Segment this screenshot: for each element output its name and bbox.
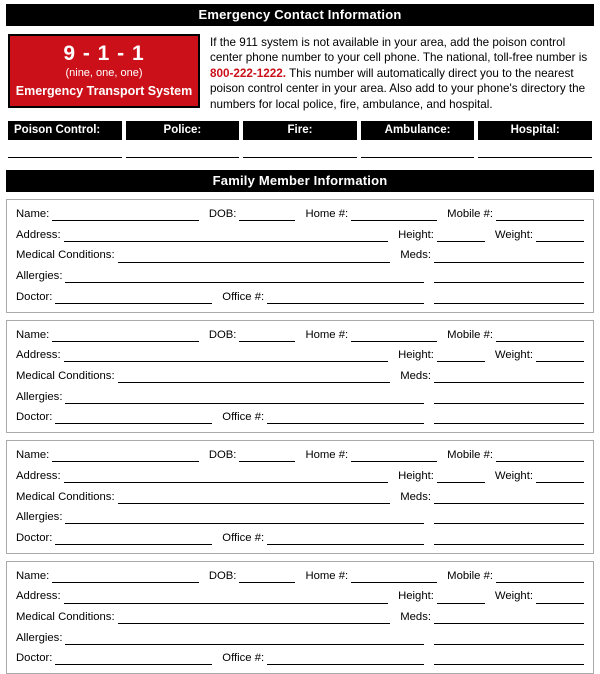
input-office[interactable]	[267, 534, 424, 545]
emergency-section-header: Emergency Contact Information	[6, 4, 594, 26]
label-dob: DOB:	[208, 328, 237, 341]
input-dob[interactable]	[239, 451, 295, 462]
label-weight: Weight:	[494, 228, 533, 241]
label-meds: Meds:	[400, 611, 431, 624]
input-office[interactable]	[267, 293, 424, 304]
input-doctor[interactable]	[55, 534, 212, 545]
member-row-doctor	[16, 531, 584, 545]
input-mobile[interactable]	[496, 331, 584, 342]
family-member-card	[6, 320, 594, 434]
label-height: Height:	[398, 349, 434, 362]
label-name: Name:	[16, 449, 50, 462]
member-row-address	[16, 348, 584, 362]
document-page	[0, 4, 600, 665]
emergency-contact-write-lines	[6, 157, 594, 158]
input-home[interactable]	[351, 572, 437, 583]
label-mobile: Mobile #:	[447, 569, 493, 582]
member-row-address	[16, 589, 584, 603]
label-medical-conditions: Medical Conditions:	[16, 369, 115, 382]
member-row-name	[16, 569, 584, 583]
input-home[interactable]	[351, 210, 437, 221]
label-height: Height:	[398, 469, 434, 482]
member-row-medical	[16, 490, 584, 504]
emergency-intro-row	[6, 34, 594, 112]
member-row-allergies	[16, 631, 584, 645]
input-height[interactable]	[437, 472, 485, 483]
label-home: Home #:	[305, 208, 349, 221]
emergency-contact-label-bar	[6, 121, 594, 140]
label-dob: DOB:	[208, 449, 237, 462]
input-weight[interactable]	[536, 593, 584, 604]
input-address[interactable]	[64, 593, 389, 604]
input-allergies-cont[interactable]	[434, 393, 584, 404]
input-height[interactable]	[437, 593, 485, 604]
input-weight[interactable]	[536, 231, 584, 242]
label-mobile: Mobile #:	[447, 208, 493, 221]
label-mobile: Mobile #:	[447, 449, 493, 462]
input-meds[interactable]	[434, 493, 584, 504]
label-doctor: Doctor:	[16, 652, 53, 665]
input-allergies[interactable]	[65, 272, 424, 283]
label-medical-conditions: Medical Conditions:	[16, 490, 115, 503]
family-member-card	[6, 199, 594, 313]
input-name[interactable]	[52, 572, 199, 583]
label-weight: Weight:	[494, 590, 533, 603]
input-office-cont[interactable]	[434, 534, 584, 545]
contact-line-police[interactable]	[126, 157, 240, 158]
input-address[interactable]	[64, 231, 389, 242]
emergency-911-number: 9 - 1 - 1	[63, 42, 145, 65]
label-address: Address:	[16, 590, 61, 603]
input-allergies-cont[interactable]	[434, 634, 584, 645]
contact-label-hospital: Hospital:	[478, 121, 592, 140]
input-allergies-cont[interactable]	[434, 513, 584, 524]
family-section-header: Family Member Information	[6, 170, 594, 192]
input-allergies-cont[interactable]	[434, 272, 584, 283]
member-row-address	[16, 228, 584, 242]
input-medical-conditions[interactable]	[118, 372, 391, 383]
input-dob[interactable]	[239, 210, 295, 221]
contact-label-police: Police:	[126, 121, 240, 140]
label-office: Office #:	[222, 531, 265, 544]
input-meds[interactable]	[434, 252, 584, 263]
label-allergies: Allergies:	[16, 270, 63, 283]
poison-control-phone: 800-222-1222.	[210, 66, 287, 80]
member-row-name	[16, 328, 584, 342]
label-name: Name:	[16, 328, 50, 341]
label-weight: Weight:	[494, 469, 533, 482]
label-name: Name:	[16, 208, 50, 221]
input-height[interactable]	[437, 231, 485, 242]
member-row-allergies	[16, 510, 584, 524]
input-name[interactable]	[52, 210, 199, 221]
input-mobile[interactable]	[496, 572, 584, 583]
member-row-doctor	[16, 651, 584, 665]
input-name[interactable]	[52, 451, 199, 462]
label-doctor: Doctor:	[16, 411, 53, 424]
label-allergies: Allergies:	[16, 511, 63, 524]
input-mobile[interactable]	[496, 451, 584, 462]
member-row-doctor	[16, 290, 584, 304]
member-row-doctor	[16, 410, 584, 424]
input-doctor[interactable]	[55, 293, 212, 304]
label-allergies: Allergies:	[16, 631, 63, 644]
input-mobile[interactable]	[496, 210, 584, 221]
label-mobile: Mobile #:	[447, 328, 493, 341]
member-row-allergies	[16, 269, 584, 283]
member-row-name	[16, 207, 584, 221]
label-office: Office #:	[222, 411, 265, 424]
member-row-medical	[16, 610, 584, 624]
label-meds: Meds:	[400, 369, 431, 382]
input-allergies[interactable]	[65, 393, 424, 404]
input-allergies[interactable]	[65, 634, 424, 645]
label-medical-conditions: Medical Conditions:	[16, 611, 115, 624]
label-dob: DOB:	[208, 208, 237, 221]
label-name: Name:	[16, 569, 50, 582]
member-row-address	[16, 469, 584, 483]
member-row-name	[16, 448, 584, 462]
label-doctor: Doctor:	[16, 531, 53, 544]
label-weight: Weight:	[494, 349, 533, 362]
label-meds: Meds:	[400, 490, 431, 503]
input-height[interactable]	[437, 351, 485, 362]
input-doctor[interactable]	[55, 654, 212, 665]
input-weight[interactable]	[536, 472, 584, 483]
contact-label-fire: Fire:	[243, 121, 357, 140]
label-address: Address:	[16, 349, 61, 362]
family-member-card	[6, 440, 594, 554]
input-office[interactable]	[267, 654, 424, 665]
input-home[interactable]	[351, 451, 437, 462]
input-allergies[interactable]	[65, 513, 424, 524]
input-weight[interactable]	[536, 351, 584, 362]
label-dob: DOB:	[208, 569, 237, 582]
label-meds: Meds:	[400, 249, 431, 262]
label-height: Height:	[398, 228, 434, 241]
label-medical-conditions: Medical Conditions:	[16, 249, 115, 262]
emergency-911-spelled: (nine, one, one)	[65, 67, 143, 80]
emergency-instructions	[210, 34, 592, 112]
input-address[interactable]	[64, 472, 389, 483]
contact-line-hospital[interactable]	[478, 157, 592, 158]
input-meds[interactable]	[434, 372, 584, 383]
input-home[interactable]	[351, 331, 437, 342]
emergency-instructions-part2: This number will automatically direct you to the nearest poison control center in your area. Also add to your phone's directory the numbers for local police, fire, ambulance, and hospital.	[210, 66, 586, 111]
label-height: Height:	[398, 590, 434, 603]
family-member-card	[6, 561, 594, 674]
emergency-instructions-part1: If the 911 system is not available in your area, add the poison control center phone number to your cell phone. The national, toll-free number is	[210, 36, 588, 65]
input-name[interactable]	[52, 331, 199, 342]
label-home: Home #:	[305, 569, 349, 582]
input-office-cont[interactable]	[434, 654, 584, 665]
input-address[interactable]	[64, 351, 389, 362]
label-address: Address:	[16, 469, 61, 482]
contact-label-poison-control: Poison Control:	[8, 121, 122, 140]
input-office-cont[interactable]	[434, 413, 584, 424]
contact-line-ambulance[interactable]	[361, 157, 475, 158]
member-row-allergies	[16, 390, 584, 404]
label-doctor: Doctor:	[16, 290, 53, 303]
label-home: Home #:	[305, 328, 349, 341]
label-home: Home #:	[305, 449, 349, 462]
label-allergies: Allergies:	[16, 390, 63, 403]
contact-label-ambulance: Ambulance:	[361, 121, 475, 140]
family-member-cards	[6, 199, 594, 674]
contact-line-poison-control[interactable]	[8, 157, 122, 158]
label-address: Address:	[16, 228, 61, 241]
label-office: Office #:	[222, 290, 265, 303]
input-dob[interactable]	[239, 572, 295, 583]
input-doctor[interactable]	[55, 413, 212, 424]
input-medical-conditions[interactable]	[118, 493, 391, 504]
input-dob[interactable]	[239, 331, 295, 342]
input-office[interactable]	[267, 413, 424, 424]
member-row-medical	[16, 369, 584, 383]
input-medical-conditions[interactable]	[118, 252, 391, 263]
label-office: Office #:	[222, 652, 265, 665]
contact-line-fire[interactable]	[243, 157, 357, 158]
input-office-cont[interactable]	[434, 293, 584, 304]
emergency-911-badge	[8, 34, 200, 108]
member-row-medical	[16, 248, 584, 262]
emergency-transport-system-label: Emergency Transport System	[15, 84, 193, 99]
